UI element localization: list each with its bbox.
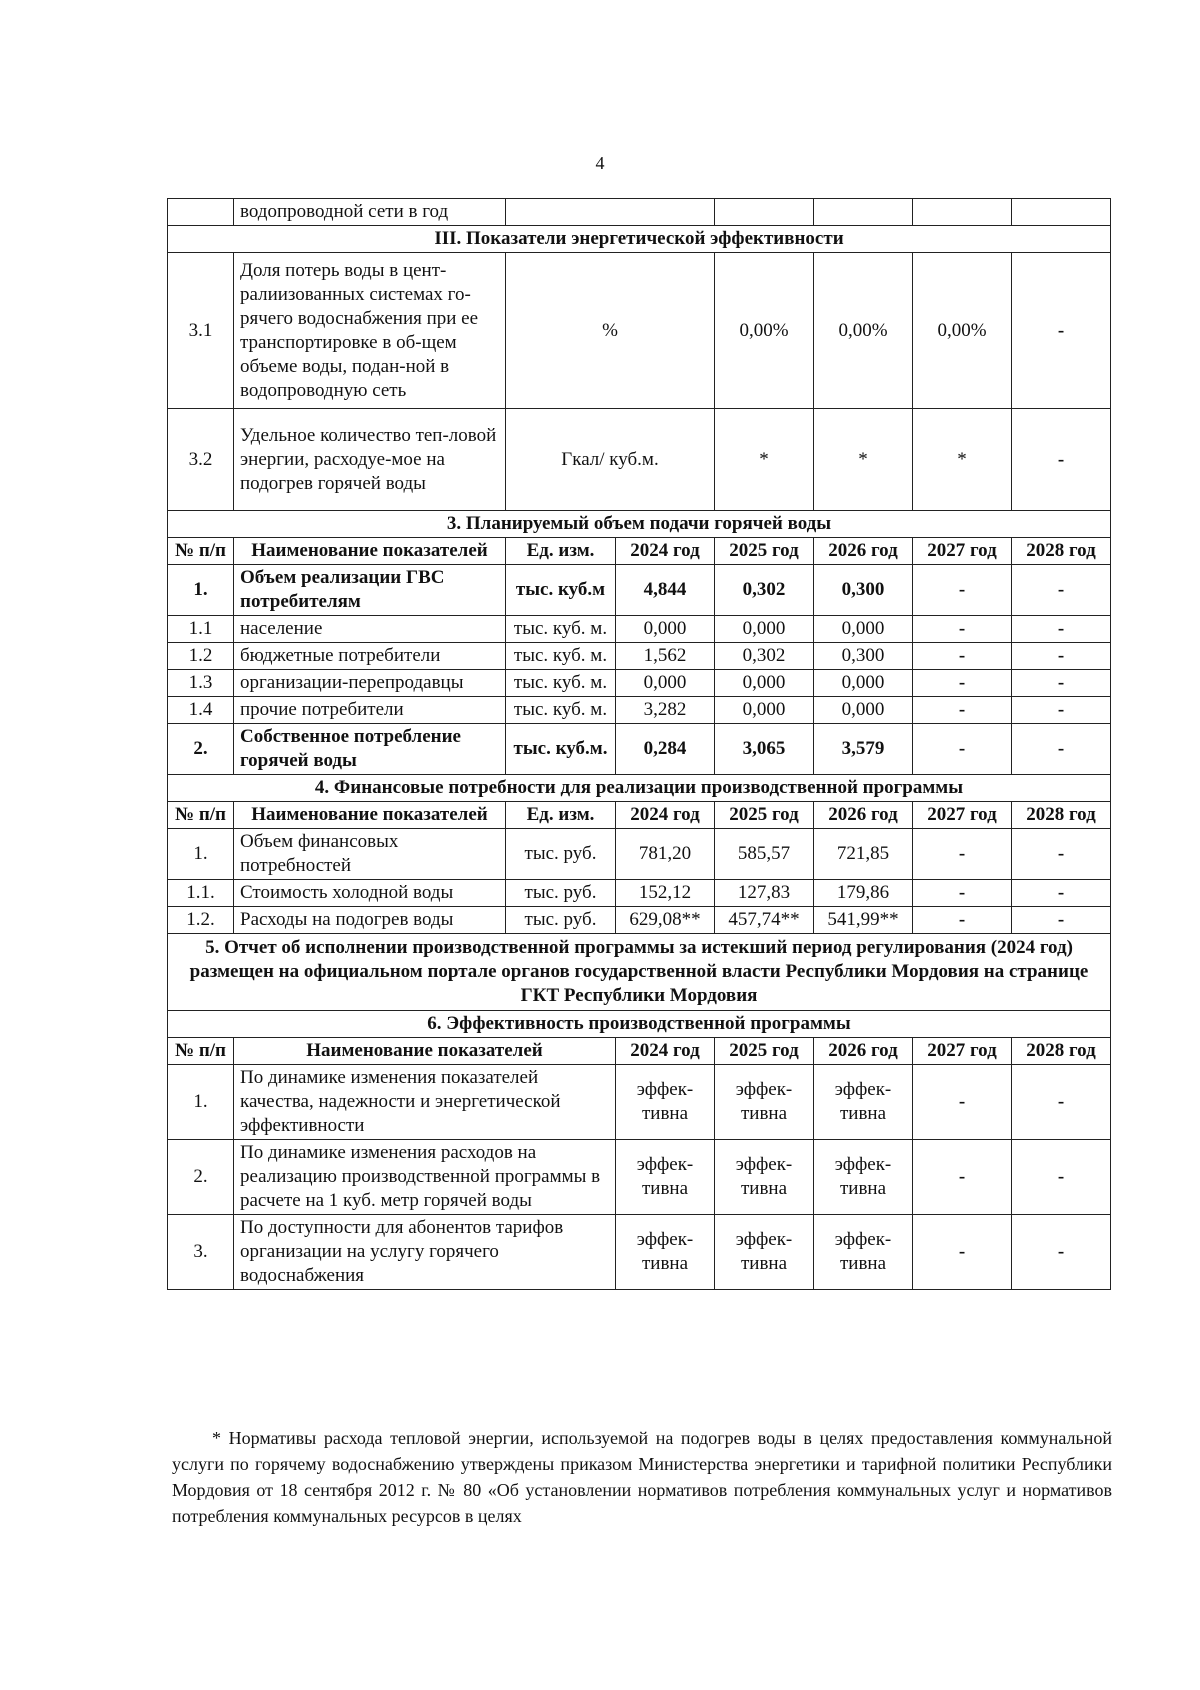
value-2024: 629,08** <box>616 907 715 934</box>
row-name: Удельное количество теп-ловой энергии, расходуе-мое на подогрев горячей воды <box>234 409 506 511</box>
value-2027: - <box>913 670 1012 697</box>
value-2028: - <box>1012 670 1111 697</box>
value-2026: 0,300 <box>814 643 913 670</box>
row-number: 1.2. <box>168 907 234 934</box>
value-2024: эффек-тивна <box>616 1215 715 1290</box>
value-2026: 0,300 <box>814 565 913 616</box>
row-number: 1. <box>168 565 234 616</box>
header-2025: 2025 год <box>715 802 814 829</box>
value-2026: * <box>913 409 1012 511</box>
row-number: 3.1 <box>168 253 234 409</box>
table-row <box>168 907 1111 934</box>
header-2026: 2026 год <box>814 1038 913 1065</box>
value-2027: - <box>913 1140 1012 1215</box>
header-name: Наименование показателей <box>234 538 506 565</box>
header-2027: 2027 год <box>913 1038 1012 1065</box>
section-title-energy-efficiency: III. Показатели энергетической эффективности <box>168 226 1111 253</box>
row-name: По динамике изменения показателей качества, надежности и энергетической эффективности <box>234 1065 616 1140</box>
table-row <box>168 253 1111 409</box>
value-2026: эффек-тивна <box>814 1140 913 1215</box>
value-2026: 0,000 <box>814 697 913 724</box>
value-2025: 0,00% <box>814 253 913 409</box>
value-2028: - <box>1012 829 1111 880</box>
row-number: 3.2 <box>168 409 234 511</box>
table-row <box>168 409 1111 511</box>
row-number: 1.1 <box>168 616 234 643</box>
table-row <box>168 697 1111 724</box>
value-2024: 781,20 <box>616 829 715 880</box>
row-label: водопроводной сети в год <box>234 199 506 226</box>
row-name: По доступности для абонентов тарифов организации на услугу горячего водоснабжения <box>234 1215 616 1290</box>
header-num: № п/п <box>168 538 234 565</box>
row-name: Расходы на подогрев воды <box>234 907 506 934</box>
row-unit: тыс. руб. <box>506 829 616 880</box>
header-name: Наименование показателей <box>234 1038 616 1065</box>
value-2027: - <box>913 880 1012 907</box>
header-2027: 2027 год <box>913 802 1012 829</box>
value-2025: 127,83 <box>715 880 814 907</box>
header-2028: 2028 год <box>1012 538 1111 565</box>
row-number: 2. <box>168 1140 234 1215</box>
value-2027: - <box>913 643 1012 670</box>
header-2027: 2027 год <box>913 538 1012 565</box>
row-number: 3. <box>168 1215 234 1290</box>
value-2025: * <box>814 409 913 511</box>
table-row <box>168 670 1111 697</box>
row-number: 1.3 <box>168 670 234 697</box>
value-2026: 721,85 <box>814 829 913 880</box>
value-2026: эффек-тивна <box>814 1065 913 1140</box>
row-name: Объем финансовых потребностей <box>234 829 506 880</box>
value-2028: - <box>1012 697 1111 724</box>
value-2025: эффек-тивна <box>715 1215 814 1290</box>
row-unit: тыс. куб. м. <box>506 697 616 724</box>
row-number: 1.4 <box>168 697 234 724</box>
header-2025: 2025 год <box>715 538 814 565</box>
value-2028: - <box>1012 565 1111 616</box>
value-2025: 3,065 <box>715 724 814 775</box>
header-2024: 2024 год <box>616 1038 715 1065</box>
value-2027: - <box>913 829 1012 880</box>
header-2024: 2024 год <box>616 802 715 829</box>
value-2024: 1,562 <box>616 643 715 670</box>
value-2024: 0,00% <box>715 253 814 409</box>
row-name: население <box>234 616 506 643</box>
value-2024: 4,844 <box>616 565 715 616</box>
row-name: прочие потребители <box>234 697 506 724</box>
production-program-table <box>167 198 1111 1290</box>
value-2025: 0,000 <box>715 670 814 697</box>
row-unit: тыс. куб.м <box>506 565 616 616</box>
value-2024: 0,000 <box>616 670 715 697</box>
value-2027: - <box>1012 409 1111 511</box>
value-2024: 3,282 <box>616 697 715 724</box>
section-title-program-efficiency: 6. Эффективность производственной программы <box>168 1011 1111 1038</box>
footnote: * Нормативы расхода тепловой энергии, используемой на подогрев воды в целях предоставления коммунальной услуги по горячему водоснабжению утверждены приказом Министерства энергетики и тарифной политики Республики Мордовия от 18 сентября 2012 г. № 80 «Об установлении нормативов потребления коммунальных услуг и нормативов потребления коммунальных ресурсов в целях <box>172 1428 1112 1526</box>
row-name: Доля потерь воды в цент-ралиизованных системах го-рячего водоснабжения при ее транспортировке в об-щем объеме воды, подан-ной в водопроводную сеть <box>234 253 506 409</box>
row-name: бюджетные потребители <box>234 643 506 670</box>
row-name: организации-перепродавцы <box>234 670 506 697</box>
header-unit: Ед. изм. <box>506 802 616 829</box>
header-row <box>168 802 1111 829</box>
value-2026: 0,000 <box>814 616 913 643</box>
value-2025: 0,302 <box>715 643 814 670</box>
header-2026: 2026 год <box>814 538 913 565</box>
row-number: 1. <box>168 1065 234 1140</box>
header-num: № п/п <box>168 1038 234 1065</box>
value-2026: 0,00% <box>913 253 1012 409</box>
table-row <box>168 829 1111 880</box>
header-row <box>168 538 1111 565</box>
header-2028: 2028 год <box>1012 802 1111 829</box>
row-number: 1. <box>168 829 234 880</box>
value-2024: эффек-тивна <box>616 1065 715 1140</box>
table-row <box>168 1140 1111 1215</box>
value-2026: 0,000 <box>814 670 913 697</box>
row-number: 1.2 <box>168 643 234 670</box>
value-2024: эффек-тивна <box>616 1140 715 1215</box>
value-2025: 585,57 <box>715 829 814 880</box>
table-row <box>168 880 1111 907</box>
table-row <box>168 199 1111 226</box>
table-row <box>168 643 1111 670</box>
value-2027: - <box>913 697 1012 724</box>
value-2026: 3,579 <box>814 724 913 775</box>
section-title-financial-needs: 4. Финансовые потребности для реализации производственной программы <box>168 775 1111 802</box>
value-2028: - <box>1012 907 1111 934</box>
value-2027: - <box>1012 253 1111 409</box>
header-2026: 2026 год <box>814 802 913 829</box>
table-row <box>168 1065 1111 1140</box>
row-unit: тыс. куб.м. <box>506 724 616 775</box>
row-unit: тыс. руб. <box>506 907 616 934</box>
value-2028: - <box>1012 643 1111 670</box>
section-title-planned-volume: 3. Планируемый объем подачи горячей воды <box>168 511 1111 538</box>
row-name: Собственное потребление горячей воды <box>234 724 506 775</box>
value-2025: 0,302 <box>715 565 814 616</box>
header-row <box>168 1038 1111 1065</box>
row-unit: тыс. куб. м. <box>506 616 616 643</box>
header-2028: 2028 год <box>1012 1038 1111 1065</box>
value-2025: эффек-тивна <box>715 1065 814 1140</box>
row-unit: Гкал/ куб.м. <box>506 409 715 511</box>
table-row <box>168 616 1111 643</box>
value-2027: - <box>913 616 1012 643</box>
value-2028: - <box>1012 616 1111 643</box>
section-report-note: 5. Отчет об исполнении производственной программы за истекший период регулирования (2024 год) размещен на официальном портале органов государственной власти Республики Мордовия на странице ГКТ Республики Мордовия <box>168 934 1111 1011</box>
table-row <box>168 565 1111 616</box>
value-2027: - <box>913 1215 1012 1290</box>
value-2025: 0,000 <box>715 697 814 724</box>
value-2027: - <box>913 907 1012 934</box>
value-2026: 541,99** <box>814 907 913 934</box>
value-2027: - <box>913 1065 1012 1140</box>
value-2028: - <box>1012 880 1111 907</box>
row-name: Стоимость холодной воды <box>234 880 506 907</box>
table-row <box>168 1215 1111 1290</box>
header-name: Наименование показателей <box>234 802 506 829</box>
value-2027: - <box>913 565 1012 616</box>
value-2026: эффек-тивна <box>814 1215 913 1290</box>
row-number: 2. <box>168 724 234 775</box>
value-2028: - <box>1012 724 1111 775</box>
page-number: 4 <box>595 153 605 173</box>
row-unit: тыс. руб. <box>506 880 616 907</box>
row-unit: тыс. куб. м. <box>506 643 616 670</box>
value-2028: - <box>1012 1065 1111 1140</box>
header-2025: 2025 год <box>715 1038 814 1065</box>
value-2026: 179,86 <box>814 880 913 907</box>
value-2027: - <box>913 724 1012 775</box>
value-2028: - <box>1012 1140 1111 1215</box>
value-2028: - <box>1012 1215 1111 1290</box>
value-2025: эффек-тивна <box>715 1140 814 1215</box>
row-name: Объем реализации ГВС потребителям <box>234 565 506 616</box>
value-2025: 0,000 <box>715 616 814 643</box>
value-2024: 0,284 <box>616 724 715 775</box>
row-unit: % <box>506 253 715 409</box>
value-2024: * <box>715 409 814 511</box>
row-unit: тыс. куб. м. <box>506 670 616 697</box>
value-2024: 152,12 <box>616 880 715 907</box>
value-2024: 0,000 <box>616 616 715 643</box>
table-row <box>168 724 1111 775</box>
header-num: № п/п <box>168 802 234 829</box>
header-2024: 2024 год <box>616 538 715 565</box>
row-number: 1.1. <box>168 880 234 907</box>
row-name: По динамике изменения расходов на реализацию производственной программы в расчете на 1 куб. метр горячей воды <box>234 1140 616 1215</box>
value-2025: 457,74** <box>715 907 814 934</box>
header-unit: Ед. изм. <box>506 538 616 565</box>
